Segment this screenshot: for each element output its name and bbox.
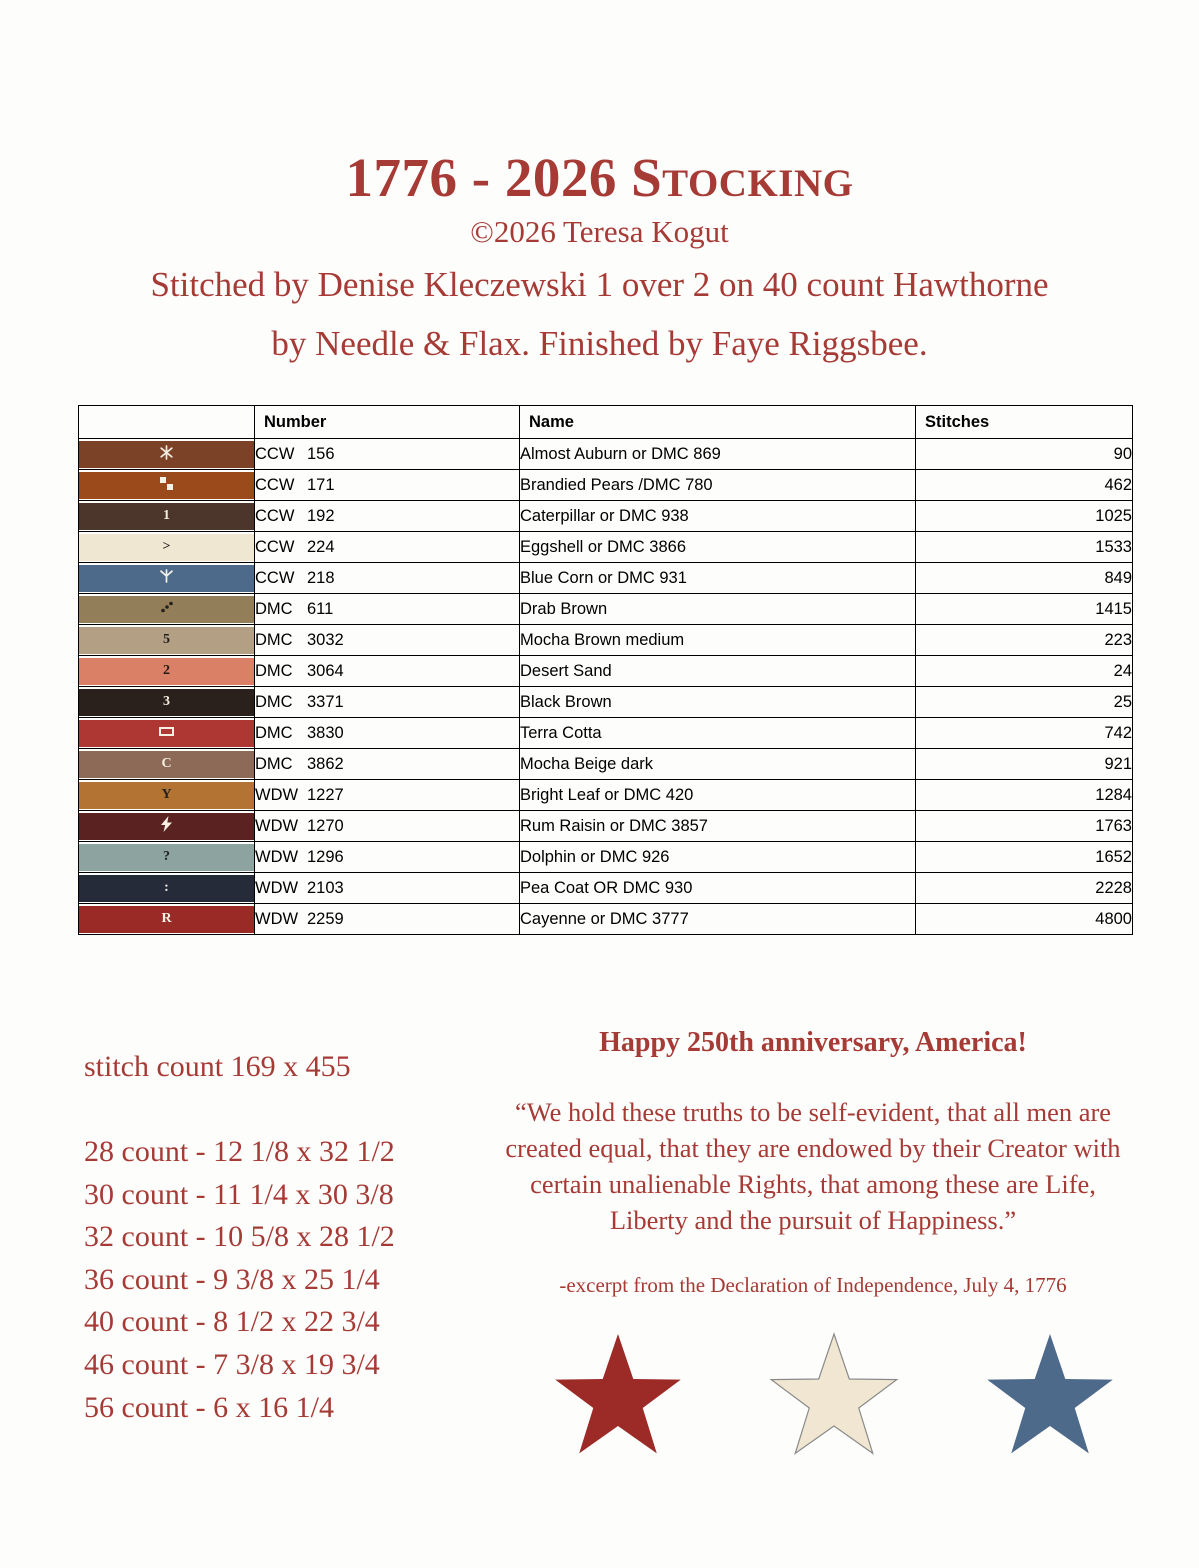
color-swatch-cell	[79, 470, 255, 501]
stitch-count-cell: 90	[916, 439, 1133, 470]
color-swatch	[79, 906, 254, 933]
color-swatch-cell	[79, 439, 255, 470]
table-row	[79, 594, 1133, 625]
floss-name-cell: Rum Raisin or DMC 3857	[520, 811, 916, 842]
color-swatch-cell	[79, 811, 255, 842]
anniversary-greeting: Happy 250th anniversary, America!	[599, 1027, 1027, 1058]
color-swatch	[79, 689, 254, 716]
floss-number-cell	[255, 749, 520, 780]
floss-brand: WDW	[255, 785, 299, 804]
color-swatch-cell	[79, 625, 255, 656]
floss-number-cell	[255, 594, 520, 625]
table-row	[79, 439, 1133, 470]
question-mark-symbol: ?	[163, 849, 170, 864]
stitch-count-line: 36 count - 9 3/8 x 25 1/4	[84, 1262, 380, 1296]
table-row	[79, 656, 1133, 687]
floss-code: 1296	[307, 847, 344, 866]
floss-brand: CCW	[255, 444, 295, 463]
document-header	[0, 0, 1199, 368]
color-swatch-cell	[79, 656, 255, 687]
floss-brand: CCW	[255, 568, 295, 587]
floss-code: 224	[307, 537, 335, 556]
table-row	[79, 501, 1133, 532]
tri-spoke-symbol	[159, 569, 174, 587]
table-row	[79, 873, 1133, 904]
color-swatch-cell	[79, 842, 255, 873]
color-swatch	[79, 441, 254, 468]
floss-code: 156	[307, 444, 335, 463]
color-swatch-cell	[79, 687, 255, 718]
floss-number-cell	[255, 780, 520, 811]
floss-brand: CCW	[255, 537, 295, 556]
floss-code: 2259	[307, 909, 344, 928]
floss-name-cell: Cayenne or DMC 3777	[520, 904, 916, 935]
column-header-stitches: Stitches	[916, 406, 1133, 439]
color-swatch	[79, 844, 254, 871]
floss-name-cell: Desert Sand	[520, 656, 916, 687]
table-row	[79, 811, 1133, 842]
digit-five-symbol: 5	[163, 632, 170, 647]
color-swatch	[79, 813, 254, 840]
color-swatch-cell	[79, 873, 255, 904]
digit-three-symbol: 3	[163, 694, 170, 709]
rectangle-symbol	[159, 726, 174, 740]
color-swatch-cell	[79, 594, 255, 625]
column-header-number: Number	[255, 406, 520, 439]
floss-code: 3862	[307, 754, 344, 773]
stitch-count-section	[84, 1050, 504, 1429]
floss-name-cell: Drab Brown	[520, 594, 916, 625]
floss-number-cell	[255, 470, 520, 501]
stitch-count-line: 32 count - 10 5/8 x 28 1/2	[84, 1220, 395, 1254]
digit-one-symbol: 1	[163, 508, 170, 523]
steps-symbol	[160, 477, 174, 494]
stitch-count-cell: 2228	[916, 873, 1133, 904]
table-row	[79, 718, 1133, 749]
asterisk-symbol	[159, 445, 174, 464]
greater-than-symbol: >	[162, 539, 171, 554]
color-swatch	[79, 565, 254, 592]
stitch-count-cell: 1652	[916, 842, 1133, 873]
table-row	[79, 470, 1133, 501]
stitch-count-cell: 24	[916, 656, 1133, 687]
page-title: 1776 - 2026 Stocking	[345, 147, 854, 208]
stitch-count-line: 56 count - 6 x 16 1/4	[84, 1390, 334, 1424]
table-row	[79, 780, 1133, 811]
floss-number-cell	[255, 532, 520, 563]
color-swatch-cell	[79, 532, 255, 563]
table-row	[79, 842, 1133, 873]
digit-two-symbol: 2	[163, 663, 170, 678]
color-swatch-cell	[79, 501, 255, 532]
colon-symbol: :	[164, 880, 169, 895]
color-swatch-cell	[79, 749, 255, 780]
floss-name-cell: Eggshell or DMC 3866	[520, 532, 916, 563]
floss-number-cell	[255, 656, 520, 687]
floss-name-cell: Terra Cotta	[520, 718, 916, 749]
color-swatch	[79, 472, 254, 499]
lightning-bolt-symbol	[160, 816, 173, 836]
copyright-line: ©2026 Teresa Kogut	[470, 214, 729, 249]
floss-brand: WDW	[255, 847, 299, 866]
blue-star	[980, 1332, 1120, 1472]
letter-y-symbol: Y	[161, 787, 172, 802]
table-row	[79, 532, 1133, 563]
color-swatch	[79, 596, 254, 623]
red-star	[548, 1332, 688, 1472]
floss-number-cell	[255, 501, 520, 532]
floss-code: 192	[307, 506, 335, 525]
column-header-name: Name	[520, 406, 916, 439]
floss-name-cell: Pea Coat OR DMC 930	[520, 873, 916, 904]
color-swatch	[79, 720, 254, 747]
floss-number-cell	[255, 904, 520, 935]
stitch-count-line: 40 count - 8 1/2 x 22 3/4	[84, 1305, 380, 1339]
stitch-count-cell: 223	[916, 625, 1133, 656]
credit-line-1: Stitched by Denise Kleczewski 1 over 2 on 40 count Hawthorne	[150, 265, 1049, 305]
color-swatch-cell	[79, 780, 255, 811]
color-swatch	[79, 875, 254, 902]
floss-legend-table-container	[78, 405, 1132, 935]
stitch-count-cell: 25	[916, 687, 1133, 718]
color-swatch	[79, 782, 254, 809]
color-swatch	[79, 503, 254, 530]
floss-name-cell: Almost Auburn or DMC 869	[520, 439, 916, 470]
stitch-count-headline: stitch count 169 x 455	[84, 1050, 351, 1083]
floss-number-cell	[255, 625, 520, 656]
stitch-count-cell: 1025	[916, 501, 1133, 532]
floss-number-cell	[255, 873, 520, 904]
floss-code: 218	[307, 568, 335, 587]
stitch-count-cell: 849	[916, 563, 1133, 594]
table-row	[79, 687, 1133, 718]
floss-number-cell	[255, 718, 520, 749]
credit-line-2: by Needle & Flax. Finished by Faye Riggsbee.	[271, 324, 928, 364]
stitch-count-cell: 1763	[916, 811, 1133, 842]
floss-brand: WDW	[255, 816, 299, 835]
table-row	[79, 625, 1133, 656]
table-row	[79, 563, 1133, 594]
floss-name-cell: Black Brown	[520, 687, 916, 718]
floss-brand: DMC	[255, 630, 293, 649]
floss-name-cell: Caterpillar or DMC 938	[520, 501, 916, 532]
table-header-row	[79, 406, 1133, 439]
color-swatch-cell	[79, 904, 255, 935]
floss-legend-table	[78, 405, 1133, 935]
floss-number-cell	[255, 563, 520, 594]
anniversary-message-section	[488, 1026, 1138, 1298]
floss-brand: CCW	[255, 506, 295, 525]
stitch-count-cell: 1533	[916, 532, 1133, 563]
floss-code: 611	[307, 599, 334, 618]
stitch-count-cell: 742	[916, 718, 1133, 749]
color-swatch	[79, 751, 254, 778]
floss-number-cell	[255, 687, 520, 718]
stitch-count-cell: 1415	[916, 594, 1133, 625]
floss-brand: CCW	[255, 475, 295, 494]
color-swatch	[79, 534, 254, 561]
floss-number-cell	[255, 842, 520, 873]
floss-brand: DMC	[255, 723, 293, 742]
letter-r-symbol: R	[161, 911, 172, 926]
stitch-count-cell: 1284	[916, 780, 1133, 811]
table-row	[79, 904, 1133, 935]
floss-name-cell: Mocha Brown medium	[520, 625, 916, 656]
floss-code: 3064	[307, 661, 344, 680]
stitch-count-line: 46 count - 7 3/8 x 19 3/4	[84, 1347, 380, 1381]
floss-code: 171	[307, 475, 335, 494]
floss-name-cell: Brandied Pears /DMC 780	[520, 470, 916, 501]
floss-code: 1227	[307, 785, 344, 804]
floss-code: 1270	[307, 816, 344, 835]
color-swatch-cell	[79, 563, 255, 594]
floss-name-cell: Mocha Beige dark	[520, 749, 916, 780]
floss-brand: DMC	[255, 599, 293, 618]
color-swatch	[79, 658, 254, 685]
stitch-count-cell: 921	[916, 749, 1133, 780]
column-header-swatch	[79, 406, 255, 439]
floss-name-cell: Dolphin or DMC 926	[520, 842, 916, 873]
table-row	[79, 749, 1133, 780]
stitch-count-cell: 462	[916, 470, 1133, 501]
floss-name-cell: Bright Leaf or DMC 420	[520, 780, 916, 811]
floss-number-cell	[255, 811, 520, 842]
cream-star	[764, 1332, 904, 1472]
floss-code: 3032	[307, 630, 344, 649]
stitch-count-cell: 4800	[916, 904, 1133, 935]
declaration-quote: “We hold these truths to be self-evident, that all men are created equal, that they are endowed by their Creator with certain unalienable Rights, that among these are Life, Liberty and the pursuit of Happiness.”	[505, 1096, 1121, 1236]
floss-brand: WDW	[255, 909, 299, 928]
decorative-stars-row	[548, 1332, 1120, 1472]
floss-name-cell: Blue Corn or DMC 931	[520, 563, 916, 594]
diagonal-dots-symbol	[159, 600, 175, 618]
floss-brand: DMC	[255, 692, 293, 711]
quote-attribution: -excerpt from the Declaration of Independence, July 4, 1776	[559, 1272, 1067, 1297]
letter-c-symbol: C	[161, 756, 172, 771]
floss-number-cell	[255, 439, 520, 470]
color-swatch	[79, 627, 254, 654]
floss-brand: WDW	[255, 878, 299, 897]
stitch-count-line: 30 count - 11 1/4 x 30 3/8	[84, 1177, 394, 1211]
floss-brand: DMC	[255, 661, 293, 680]
stitch-count-line: 28 count - 12 1/8 x 32 1/2	[84, 1135, 395, 1168]
color-swatch-cell	[79, 718, 255, 749]
floss-brand: DMC	[255, 754, 293, 773]
floss-code: 2103	[307, 878, 344, 897]
floss-code: 3830	[307, 723, 344, 742]
floss-code: 3371	[307, 692, 344, 711]
